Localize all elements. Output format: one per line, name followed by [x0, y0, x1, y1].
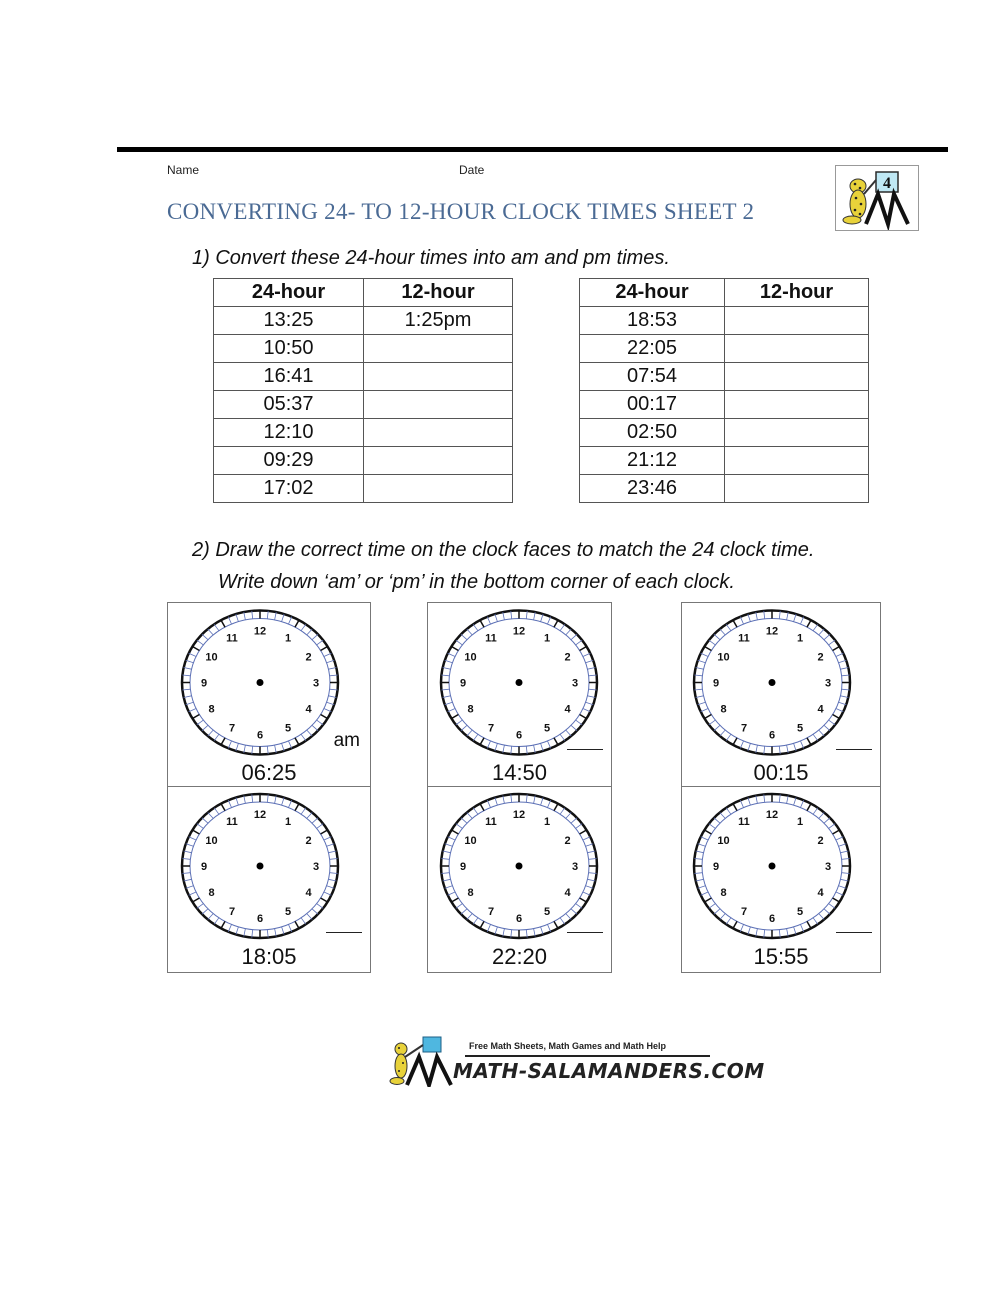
svg-text:6: 6	[768, 729, 776, 742]
footer-brand[interactable]: MATH-SALAMANDERS.COM	[453, 1059, 765, 1083]
svg-text:12: 12	[253, 625, 267, 638]
clock-face-icon[interactable]	[428, 787, 611, 941]
svg-text:1: 1	[543, 632, 551, 645]
svg-text:11: 11	[485, 632, 497, 645]
footer-tagline: Free Math Sheets, Math Games and Math Help	[469, 1041, 667, 1051]
svg-text:9: 9	[459, 861, 467, 873]
time-24h: 13:25	[214, 307, 364, 335]
answer-12h[interactable]	[725, 335, 869, 363]
svg-text:2: 2	[305, 651, 312, 664]
answer-12h[interactable]	[725, 391, 869, 419]
answer-12h[interactable]	[364, 363, 513, 391]
time-24h: 23:46	[580, 475, 725, 503]
clock-card	[681, 602, 881, 759]
svg-text:5: 5	[796, 722, 804, 735]
svg-text:8: 8	[467, 887, 474, 899]
svg-text:5: 5	[796, 906, 804, 918]
svg-text:1: 1	[543, 816, 551, 828]
time-24h: 22:05	[580, 335, 725, 363]
svg-text:5: 5	[543, 906, 551, 918]
svg-text:10: 10	[717, 835, 730, 847]
svg-text:4: 4	[564, 703, 571, 716]
clock-face-icon[interactable]	[682, 787, 880, 941]
svg-text:2: 2	[564, 651, 571, 664]
column-header-24h: 24-hour	[580, 279, 725, 307]
table-row	[580, 447, 869, 475]
answer-12h[interactable]	[364, 475, 513, 503]
table-row	[580, 363, 869, 391]
svg-text:10: 10	[205, 651, 218, 664]
svg-text:12: 12	[253, 809, 267, 821]
answer-12h[interactable]	[364, 419, 513, 447]
svg-text:7: 7	[487, 722, 495, 735]
column-header-12h: 12-hour	[725, 279, 869, 307]
clock-time-label: 06:25	[167, 758, 371, 788]
table-row	[214, 363, 513, 391]
svg-text:10: 10	[464, 651, 477, 664]
svg-text:3: 3	[312, 677, 320, 690]
svg-text:4: 4	[817, 887, 824, 899]
svg-text:8: 8	[467, 703, 474, 716]
svg-text:8: 8	[208, 703, 215, 716]
time-24h: 07:54	[580, 363, 725, 391]
svg-text:12: 12	[765, 625, 779, 638]
table-row	[580, 419, 869, 447]
ampm-answer-blank[interactable]	[836, 749, 872, 751]
time-24h: 18:53	[580, 307, 725, 335]
svg-text:11: 11	[226, 816, 238, 828]
clock-card	[167, 786, 371, 942]
answer-12h[interactable]	[725, 475, 869, 503]
time-24h: 17:02	[214, 475, 364, 503]
ampm-answer-blank[interactable]	[567, 932, 603, 934]
answer-12h[interactable]	[364, 447, 513, 475]
salamander-logo-icon	[385, 1035, 460, 1087]
instruction-2-line-2: Write down ‘am’ or ‘pm’ in the bottom corner of each clock.	[218, 571, 735, 593]
clock-card	[427, 602, 612, 759]
table-row	[580, 391, 869, 419]
grade-logo	[835, 165, 919, 231]
svg-text:9: 9	[712, 861, 720, 873]
answer-12h[interactable]	[725, 419, 869, 447]
table-row	[580, 475, 869, 503]
header-rule	[117, 147, 948, 152]
time-24h: 12:10	[214, 419, 364, 447]
footer-divider	[465, 1055, 710, 1057]
svg-text:6: 6	[768, 913, 776, 925]
svg-text:5: 5	[284, 722, 292, 735]
svg-text:3: 3	[571, 677, 579, 690]
time-24h: 09:29	[214, 447, 364, 475]
table-row	[214, 475, 513, 503]
time-24h: 02:50	[580, 419, 725, 447]
clock-face-icon[interactable]	[168, 787, 370, 941]
svg-text:9: 9	[200, 677, 208, 690]
clock-face-icon[interactable]	[682, 603, 880, 758]
svg-text:9: 9	[712, 677, 720, 690]
clock-time-label: 14:50	[427, 758, 612, 788]
svg-text:12: 12	[512, 625, 526, 638]
svg-text:9: 9	[200, 861, 208, 873]
answer-12h[interactable]	[725, 307, 869, 335]
ampm-answer-blank[interactable]	[326, 932, 362, 934]
svg-text:11: 11	[738, 632, 750, 645]
answer-12h[interactable]: 1:25pm	[364, 307, 513, 335]
table-row	[580, 307, 869, 335]
clock-face-icon[interactable]	[428, 603, 611, 758]
clock-card	[681, 786, 881, 942]
answer-12h[interactable]	[725, 363, 869, 391]
column-header-24h: 24-hour	[214, 279, 364, 307]
svg-text:1: 1	[796, 816, 804, 828]
conversion-table-2	[579, 278, 869, 503]
clock-card	[167, 602, 371, 759]
svg-text:9: 9	[459, 677, 467, 690]
svg-text:10: 10	[717, 651, 730, 664]
table-row	[214, 307, 513, 335]
ampm-answer-blank[interactable]	[567, 749, 603, 751]
table-row	[214, 335, 513, 363]
table-row	[214, 391, 513, 419]
ampm-answer-blank[interactable]	[836, 932, 872, 934]
svg-text:12: 12	[765, 809, 779, 821]
clock-time-label: 15:55	[681, 941, 881, 973]
svg-text:3: 3	[824, 677, 832, 690]
conversion-table-1	[213, 278, 513, 503]
footer-logo	[385, 1035, 765, 1087]
answer-12h[interactable]	[725, 447, 869, 475]
clock-card	[427, 786, 612, 942]
table-row	[214, 419, 513, 447]
time-24h: 05:37	[214, 391, 364, 419]
svg-text:6: 6	[515, 729, 523, 742]
time-24h: 10:50	[214, 335, 364, 363]
svg-text:6: 6	[256, 729, 264, 742]
instruction-2-line-1: 2) Draw the correct time on the clock faces to match the 24 clock time.	[192, 539, 815, 561]
column-header-12h: 12-hour	[364, 279, 513, 307]
svg-text:2: 2	[817, 651, 824, 664]
time-24h: 21:12	[580, 447, 725, 475]
svg-text:7: 7	[740, 722, 748, 735]
svg-text:5: 5	[284, 906, 292, 918]
clock-time-label: 18:05	[167, 941, 371, 973]
ampm-answer[interactable]: am	[333, 730, 360, 751]
svg-text:5: 5	[543, 722, 551, 735]
svg-text:4: 4	[564, 887, 571, 899]
svg-text:7: 7	[228, 722, 236, 735]
svg-text:4: 4	[305, 703, 312, 716]
svg-text:7: 7	[228, 906, 236, 918]
svg-text:12: 12	[512, 809, 526, 821]
svg-text:3: 3	[824, 861, 832, 873]
svg-text:4: 4	[817, 703, 824, 716]
clock-time-label: 22:20	[427, 941, 612, 973]
svg-text:4: 4	[305, 887, 312, 899]
answer-12h[interactable]	[364, 335, 513, 363]
svg-text:3: 3	[312, 861, 320, 873]
page-title: CONVERTING 24- TO 12-HOUR CLOCK TIMES SHEET 2	[167, 199, 755, 224]
table-row	[580, 335, 869, 363]
svg-text:2: 2	[305, 835, 312, 847]
svg-text:7: 7	[487, 906, 495, 918]
instruction-1: 1) Convert these 24-hour times into am and pm times.	[192, 247, 670, 269]
svg-text:11: 11	[226, 632, 238, 645]
svg-text:10: 10	[464, 835, 477, 847]
svg-text:6: 6	[256, 913, 264, 925]
svg-text:7: 7	[740, 906, 748, 918]
answer-12h[interactable]	[364, 391, 513, 419]
name-label: Name	[167, 163, 200, 177]
svg-text:3: 3	[571, 861, 579, 873]
svg-text:2: 2	[817, 835, 824, 847]
svg-text:4: 4	[883, 175, 891, 192]
salamander-easel-icon	[836, 166, 918, 230]
svg-text:8: 8	[208, 887, 215, 899]
time-24h: 16:41	[214, 363, 364, 391]
svg-text:2: 2	[564, 835, 571, 847]
date-label: Date	[459, 163, 485, 177]
time-24h: 00:17	[580, 391, 725, 419]
svg-text:6: 6	[515, 913, 523, 925]
svg-text:8: 8	[720, 703, 727, 716]
svg-text:1: 1	[284, 816, 292, 828]
svg-text:1: 1	[284, 632, 292, 645]
svg-text:8: 8	[720, 887, 727, 899]
svg-text:10: 10	[205, 835, 218, 847]
svg-text:11: 11	[485, 816, 497, 828]
svg-text:1: 1	[796, 632, 804, 645]
clock-time-label: 00:15	[681, 758, 881, 788]
table-row	[214, 447, 513, 475]
svg-text:11: 11	[738, 816, 750, 828]
